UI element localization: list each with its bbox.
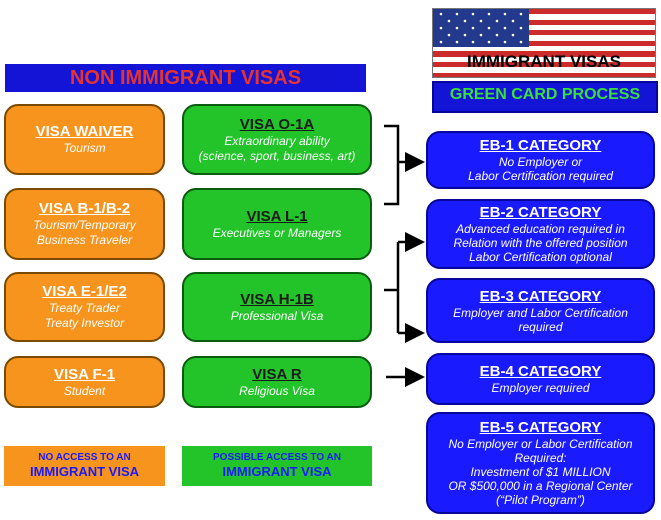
visa-description: Extraordinary ability	[224, 133, 330, 148]
immigrant-visas-title: IMMIGRANT VISAS	[467, 52, 621, 71]
visa-description: Religious Visa	[239, 383, 315, 398]
eb-title: EB-4 CATEGORY	[479, 363, 602, 380]
eb-description: required	[518, 319, 563, 334]
visa-description: Tourism/Temporary	[33, 218, 136, 232]
legend-line: IMMIGRANT VISA	[222, 464, 332, 479]
visa-description: Student	[63, 383, 106, 398]
visa-title: VISA H-1B	[240, 290, 314, 308]
eb-description: Labor Certification required	[468, 169, 613, 183]
bracket-o1a-l1	[384, 126, 398, 204]
eb-title: EB-3 CATEGORY	[479, 287, 602, 305]
eb-title: EB-1 CATEGORY	[479, 137, 602, 154]
visa-description: Executives or Managers	[212, 225, 342, 240]
legend-possible-access	[182, 446, 372, 486]
eb-description: Relation with the offered position	[453, 236, 628, 250]
eb-description: No Employer or	[498, 155, 583, 169]
visa-description: Treaty Trader	[49, 301, 120, 315]
visa-title: VISA E-1/E2	[42, 283, 127, 300]
eb-title: EB-5 CATEGORY	[479, 419, 602, 436]
eb-description: Employer and Labor Certification	[453, 305, 628, 320]
eb-description: Investment of $1 MILLION	[470, 465, 611, 479]
visa-title: VISA F-1	[53, 365, 116, 383]
eb-description: OR $500,000 in a Regional Center	[448, 479, 633, 493]
eb-description: Required:	[514, 451, 567, 465]
legend-line: NO ACCESS TO AN	[38, 452, 131, 463]
visa-description: Professional Visa	[230, 308, 324, 323]
visa-description: Treaty Investor	[44, 316, 125, 330]
eb-description: Labor Certification optional	[469, 250, 612, 264]
visa-description: Tourism	[63, 141, 106, 155]
visa-title: VISA R	[252, 365, 302, 383]
non-immigrant-visas-banner: NON IMMIGRANT VISAS	[5, 64, 366, 92]
eb-description: No Employer or Labor Certification	[448, 437, 633, 451]
eb-description: Advanced education required in	[456, 222, 625, 236]
legend-line: POSSIBLE ACCESS TO AN	[213, 452, 341, 463]
visa-title: VISA B-1/B-2	[38, 200, 131, 217]
visa-description: Business Traveler	[36, 233, 133, 247]
green-card-process-banner: GREEN CARD PROCESS	[432, 81, 658, 113]
legend-no-access	[4, 446, 165, 486]
legend-line: IMMIGRANT VISA	[29, 464, 140, 479]
visa-title: VISA O-1A	[239, 115, 315, 133]
visa-title: VISA WAIVER	[35, 123, 134, 140]
visa-title: VISA L-1	[246, 207, 308, 225]
eb-description: Employer required	[491, 381, 590, 395]
eb-title: EB-2 CATEGORY	[479, 204, 602, 221]
eb-description: (“Pilot Program”)	[496, 493, 585, 507]
visa-description: (science, sport, business, art)	[198, 148, 356, 163]
